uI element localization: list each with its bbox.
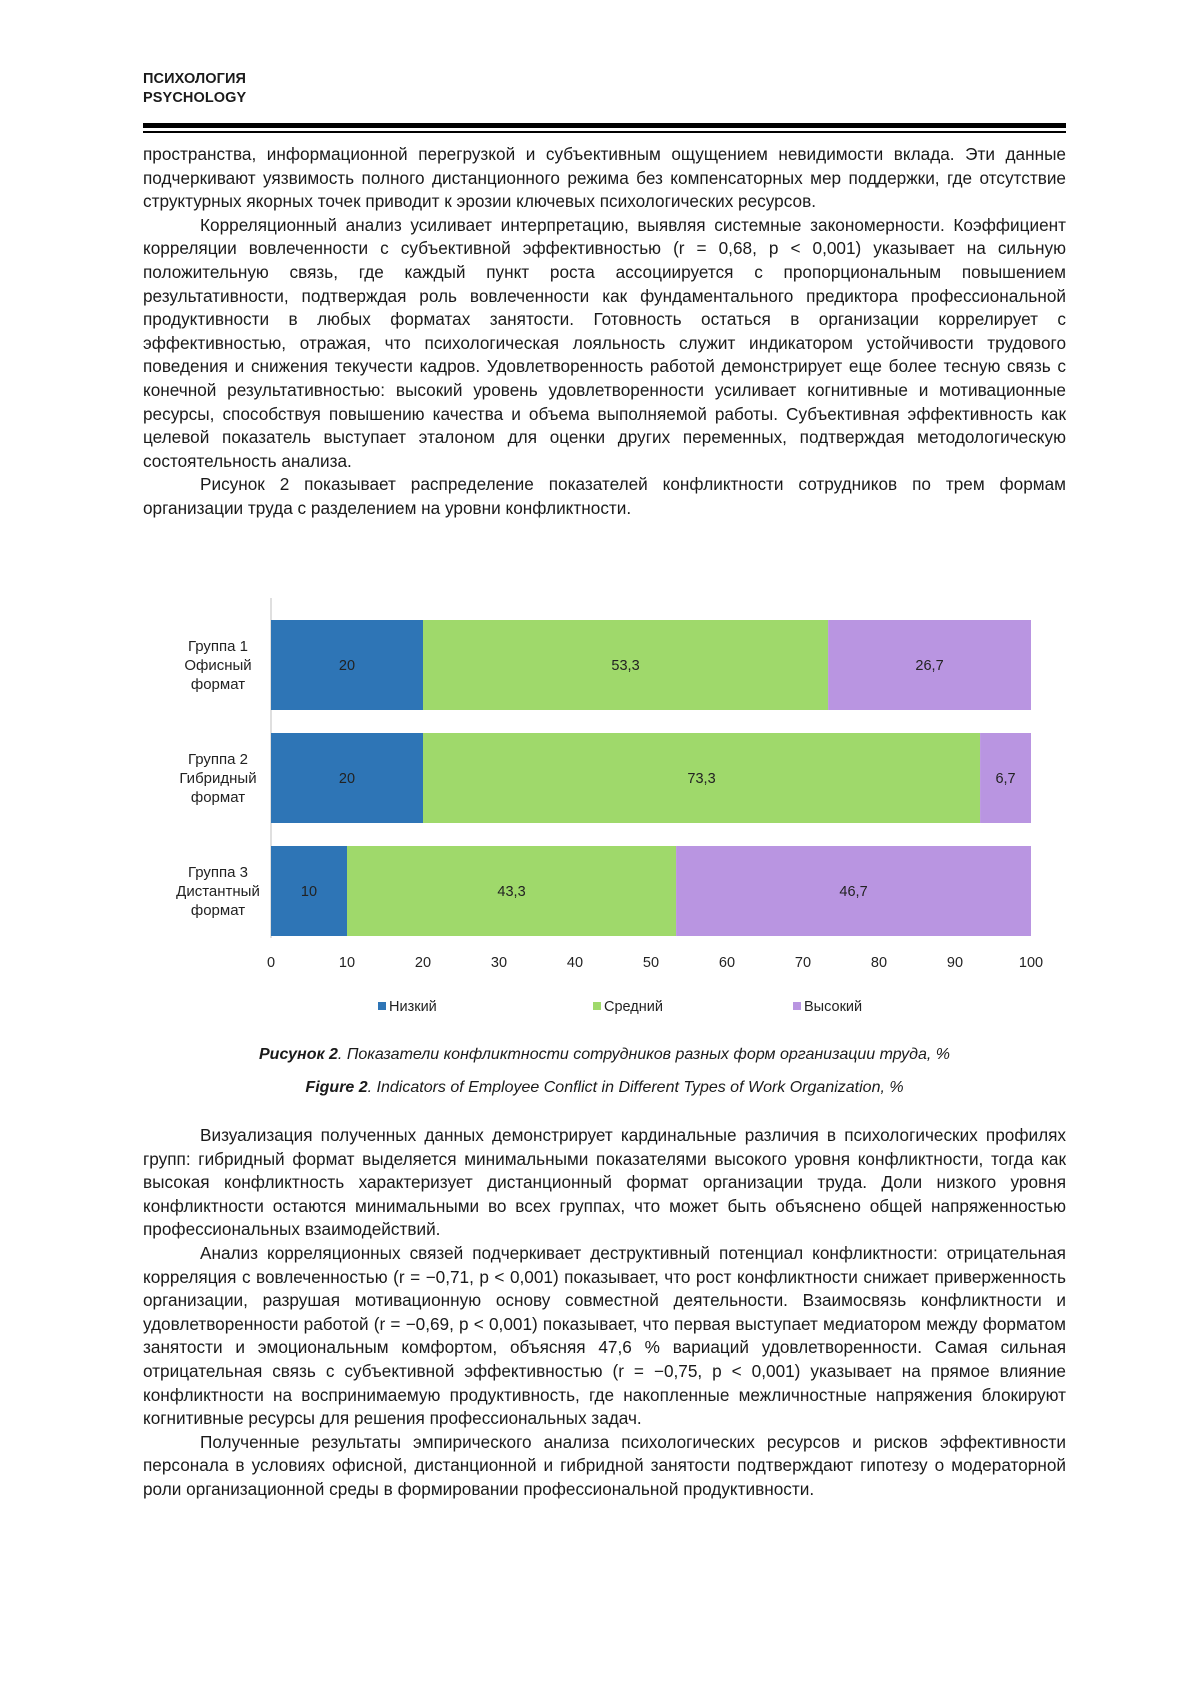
- legend-swatch: [793, 1002, 801, 1010]
- x-tick-label: 70: [794, 955, 812, 971]
- legend-label: Средний: [604, 999, 663, 1015]
- data-label: 43,3: [497, 884, 526, 900]
- category-label: Группа 3: [187, 864, 249, 881]
- x-tick-label: 80: [870, 955, 888, 971]
- paragraph: Анализ корреляционных связей подчеркивает деструктивный потенциал конфликтности: отрицательная корреляция с вовлеченностью (r = −0,71, p < 0,001) показывает, что рост конфликтности снижает приверженность организации, разрушая мотивационную основу совместной деятельности. Взаимосвязь конфликтности и удовлетворенности работой (r = −0,69, p < 0,001) показывает, что первая выступает медиатором между форматом занятости и эмоциональным комфортом, объясняя 47,6 % вариаций удовлетворенности. Самая сильная отрицательная связь с субъективной эффективностью (r = −0,75, p < 0,001) указывает на прямое влияние конфликтности на воспринимаемую продуктивность, где накопленные межличностные напряжения блокируют когнитивные ресурсы для решения профессиональных задач.: [143, 1242, 1066, 1429]
- paragraph: Полученные результаты эмпирического анализа психологических ресурсов и рисков эффективности персонала в условиях офисной, дистанционной и гибридной занятости подтверждают гипотезу о модераторной роли организационной среды в формировании профессиональной продуктивности.: [143, 1431, 1066, 1499]
- figure-caption-en: [143, 1078, 1066, 1098]
- data-label: 20: [338, 658, 356, 674]
- caption-label-ru: Рисунок 2: [259, 1046, 338, 1063]
- x-tick-label: 0: [266, 955, 276, 971]
- body-text-bottom: [143, 1124, 1066, 1502]
- figure-2-chart: [143, 590, 1066, 1030]
- paragraph: Рисунок 2 показывает распределение показателей конфликтности сотрудников по трем формам организации труда с разделением на уровни конфликтности.: [143, 474, 1066, 518]
- data-label: 26,7: [915, 658, 944, 674]
- journal-title-en: PSYCHOLOGY: [143, 90, 247, 106]
- legend-label: Низкий: [389, 999, 437, 1015]
- stacked-bar-chart: [143, 590, 1066, 1030]
- data-label: 6,7: [995, 771, 1016, 787]
- legend-swatch: [593, 1002, 601, 1010]
- paragraph: Корреляционный анализ усиливает интерпретацию, выявляя системные закономерности. Коэффициент корреляции вовлеченности с субъективной эффективностью (r = 0,68, p < 0,001) указывает на сильную положительную связь, где каждый пункт роста ассоциируется с пропорциональным повышением результативности, подтверждая роль вовлеченности как фундаментального предиктора профессиональной продуктивности в любых форматах занятости. Готовность остаться в организации коррелирует с эффективностью, отражая, что психологическая лояльность служит индикатором устойчивости трудового поведения и снижения текучести кадров. Удовлетворенность работой демонстрирует еще более тесную связь с конечной результативностью: высокий уровень удовлетворенности усиливает когнитивные и мотивационные ресурсы, способствуя повышению качества и объема выполняемой работы. Субъективная эффективность как целевой показатель выступает эталоном для оценки других переменных, подтверждая методологическую состоятельность анализа.: [143, 214, 1066, 471]
- header-rule-thin: [143, 131, 1066, 133]
- paragraph: Визуализация полученных данных демонстрирует кардинальные различия в психологических профилях групп: гибридный формат выделяется минимальными показателями высокого уровня конфликтности, тогда как высокая конфликтность характеризует дистанционный формат организации труда. Доли низкого уровня конфликтности остаются минимальными во всех группах, что может быть объяснено общей напряженностью профессиональных взаимодействий.: [143, 1125, 1066, 1240]
- category-label: Группа 1: [187, 638, 249, 655]
- paragraph: пространства, информационной перегрузкой и субъективным ощущением невидимости вклада. Эти данные подчеркивают уязвимость полного дистанционного режима без компенсаторных мер поддержки, где отсутствие структурных якорных точек приводит к эрозии ключевых психологических ресурсов.: [143, 144, 1066, 212]
- x-tick-label: 40: [566, 955, 584, 971]
- x-tick-label: 90: [946, 955, 964, 971]
- category-label: Гибридный: [179, 770, 257, 787]
- body-text-top: [143, 143, 1066, 521]
- category-label: Дистантный: [176, 883, 260, 900]
- data-label: 20: [338, 771, 356, 787]
- caption-label-en: Figure 2: [305, 1079, 368, 1096]
- data-label: 46,7: [839, 884, 868, 900]
- figure-caption-ru: [143, 1045, 1066, 1065]
- header-rule-thick: [143, 123, 1066, 128]
- x-tick-label: 10: [338, 955, 356, 971]
- running-header: [143, 70, 246, 108]
- x-tick-label: 100: [1018, 955, 1044, 971]
- category-label: формат: [190, 789, 246, 806]
- category-label: формат: [190, 902, 246, 919]
- x-tick-label: 30: [490, 955, 508, 971]
- x-tick-label: 60: [718, 955, 736, 971]
- category-label: Группа 2: [187, 751, 249, 768]
- journal-title-ru: ПСИХОЛОГИЯ: [143, 71, 247, 87]
- x-tick-label: 50: [642, 955, 660, 971]
- caption-text-ru: . Показатели конфликтности сотрудников разных форм организации труда, %: [337, 1046, 950, 1063]
- x-tick-label: 20: [414, 955, 432, 971]
- legend-swatch: [378, 1002, 386, 1010]
- category-label: Офисный: [184, 657, 252, 674]
- category-label: формат: [190, 676, 246, 693]
- caption-text-en: . Indicators of Employee Conflict in Different Types of Work Organization, %: [367, 1079, 904, 1096]
- legend-label: Высокий: [804, 999, 863, 1015]
- data-label: 53,3: [611, 658, 640, 674]
- data-label: 10: [300, 884, 318, 900]
- data-label: 73,3: [687, 771, 716, 787]
